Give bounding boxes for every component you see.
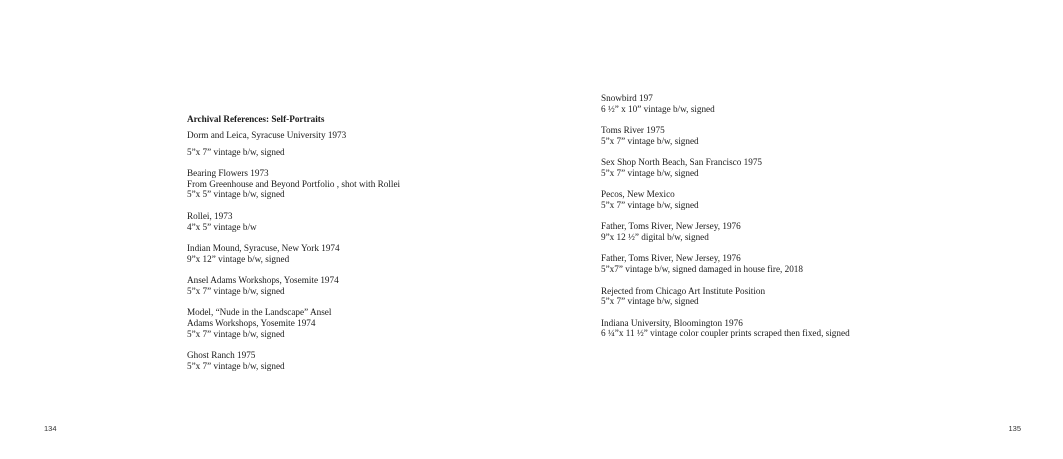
entry [601, 286, 1041, 308]
entry [601, 318, 1041, 340]
left-column [187, 114, 517, 382]
entry-line: 5”x 7” vintage b/w, signed [601, 167, 699, 178]
entry-line: Pecos, New Mexico [601, 189, 675, 200]
entry [187, 130, 517, 141]
entry-line: 5”x 7” vintage b/w, signed [601, 296, 699, 307]
entry [187, 350, 517, 372]
entry-line: Snowbird 197 [601, 93, 653, 103]
entry [601, 157, 1041, 179]
entry-line: 5”x 5” vintage b/w, signed [187, 189, 285, 200]
entry [187, 211, 517, 233]
entry-line: From Greenhouse and Beyond Portfolio , shot with Rollei [187, 178, 401, 189]
entry-line: 5”x 7” vintage b/w, signed [187, 285, 285, 296]
entry-line: Ansel Adams Workshops, Yosemite 1974 [187, 274, 339, 285]
entry-line: Dorm and Leica, Syracuse University 1973 [187, 129, 347, 140]
entry-line: Rejected from Chicago Art Institute Position [601, 285, 766, 296]
entry-line: Indian Mound, Syracuse, New York 1974 [187, 242, 340, 253]
page-number: 134 [44, 424, 57, 433]
entry-line: 9”x 12 ½” digital b/w, signed [601, 232, 709, 243]
entry-line: 5”x 7” vintage b/w, signed [601, 200, 699, 211]
entry-line: 5”x 7” vintage b/w, signed [187, 146, 285, 157]
entry-line: Sex Shop North Beach, San Francisco 1975 [601, 157, 763, 168]
entry-line: 5”x 7” vintage b/w, signed [187, 328, 285, 339]
entry [601, 93, 1041, 115]
page-number: 135 [1008, 424, 1021, 433]
entry [601, 253, 1041, 275]
right-page [531, 0, 1063, 459]
entry-line: Model, “Nude in the Landscape” Ansel [187, 307, 332, 318]
entry [601, 221, 1041, 243]
entry [187, 307, 517, 339]
entry-line: Bearing Flowers 1973 [187, 167, 269, 178]
entry-line: 6 ½” x 10” vintage b/w, signed [601, 103, 715, 114]
entry-line: Indiana University, Bloomington 1976 [601, 317, 743, 328]
entry-line: 5”x 7” vintage b/w, signed [187, 360, 285, 371]
entry-line: 4”x 5” vintage b/w [187, 221, 257, 232]
entry [601, 125, 1041, 147]
entry [187, 275, 517, 297]
entry-line: 9”x 12” vintage b/w, signed [187, 253, 290, 264]
entry-line: 5”x 7” vintage b/w, signed [601, 135, 699, 146]
entry-line: Adams Workshops, Yosemite 1974 [187, 317, 316, 328]
entry [601, 189, 1041, 211]
entry-line: Toms River 1975 [601, 125, 665, 136]
entry-line: Rollei, 1973 [187, 210, 233, 221]
entry-line: Father, Toms River, New Jersey, 1976 [601, 221, 741, 232]
left-page [0, 0, 531, 459]
entry [187, 243, 517, 265]
entry [187, 147, 517, 158]
entry-line: 5”x7” vintage b/w, signed damaged in house fire, 2018 [601, 264, 803, 275]
section-heading: Archival References: Self-Portraits [187, 114, 325, 124]
right-column [601, 93, 1041, 350]
entry [187, 168, 517, 200]
entry-line: Father, Toms River, New Jersey, 1976 [601, 253, 741, 264]
entry-line: 6 ¼”x 11 ½” vintage color coupler prints scraped then fixed, signed [601, 328, 850, 339]
entry-line: Ghost Ranch 1975 [187, 349, 256, 360]
